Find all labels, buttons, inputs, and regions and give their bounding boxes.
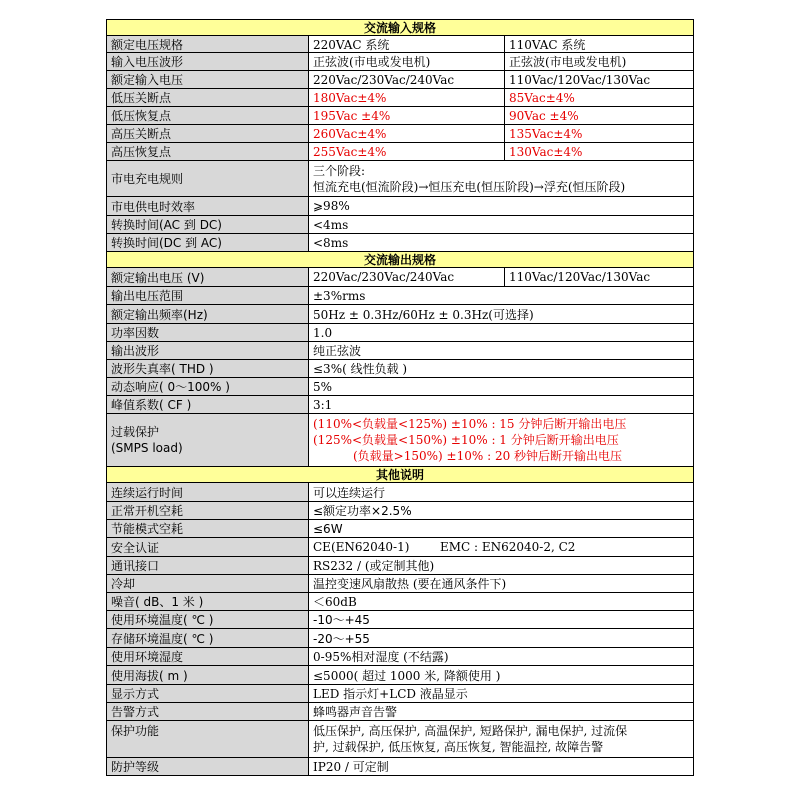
value-110v: 85Vac±4% — [509, 90, 575, 105]
row-value: -20～+55 — [313, 631, 370, 646]
row-label: 保护功能 — [107, 721, 309, 757]
row-label: 低压关断点 — [107, 89, 309, 106]
row-value: ≤5000( 超过 1000 米, 降额使用 ) — [313, 668, 501, 683]
row-value: <4ms — [313, 217, 349, 232]
row-label: 节能模式空耗 — [107, 520, 309, 537]
table-row — [106, 125, 694, 143]
spec-table — [106, 20, 694, 776]
row-label: 使用环境湿度 — [107, 648, 309, 665]
table-row — [106, 53, 694, 71]
value-220v: 正弦波(市电或发电机) — [309, 53, 505, 70]
table-row — [106, 414, 694, 467]
row-label: 功率因数 — [107, 324, 309, 341]
table-row — [106, 483, 694, 502]
table-row — [106, 721, 694, 758]
row-label: 安全认证 — [107, 538, 309, 556]
row-label: 峰值系数( CF ) — [107, 396, 309, 413]
row-label: 使用海拔( m ) — [107, 666, 309, 684]
overload-line: (110%<负载量<125%) ±10% : 15 分钟后断开输出电压 — [313, 417, 627, 431]
table-row — [106, 758, 694, 776]
section-header-other: 其他说明 — [106, 466, 694, 483]
row-value: RS232 / (或定制其他) — [313, 559, 435, 573]
row-value: ⩾98% — [313, 199, 350, 213]
row-label: 额定输入电压 — [107, 71, 309, 88]
row-value: ±3%rms — [313, 288, 366, 303]
row-value: LED 指示灯+LCD 液晶显示 — [313, 687, 468, 701]
table-row — [106, 648, 694, 666]
value-220v: 195Vac ±4% — [309, 107, 505, 124]
row-label: 额定输出电压 (V) — [107, 268, 309, 286]
row-label: 冷却 — [107, 575, 309, 592]
row-value: ≤3%( 线性负载 ) — [313, 362, 408, 376]
value-110v: 110Vac/120Vac/130Vac — [509, 270, 651, 284]
table-row — [106, 629, 694, 648]
table-row — [106, 143, 694, 161]
row-value: 可以连续运行 — [313, 485, 386, 500]
row-label: 通讯接口 — [107, 557, 309, 574]
table-row — [106, 342, 694, 360]
row-label: 使用环境温度( ℃ ) — [107, 611, 309, 628]
table-row — [106, 378, 694, 396]
value-110v: 110VAC 系统 — [509, 37, 586, 52]
table-row — [106, 538, 694, 557]
row-value: 1.0 — [313, 325, 333, 340]
row-value: 纯正弦波 — [313, 344, 362, 358]
table-row — [106, 575, 694, 593]
row-value: ≤6W — [313, 521, 343, 536]
row-label: 存储环境温度( ℃ ) — [107, 629, 309, 647]
table-row — [106, 685, 694, 703]
row-label: 低压恢复点 — [107, 107, 309, 124]
row-value: ＜60dB — [313, 595, 357, 609]
table-row — [106, 234, 694, 252]
table-row — [106, 197, 694, 216]
value-220v: 180Vac±4% — [309, 89, 505, 106]
value-110v: 130Vac±4% — [509, 144, 583, 159]
overload-line: (负载量>150%) ±10% : 20 秒钟后断开输出电压 — [353, 449, 623, 463]
row-value: 50Hz ± 0.3Hz/60Hz ± 0.3Hz(可选择) — [313, 307, 534, 322]
row-label: 市电充电规则 — [107, 161, 309, 196]
row-label: 输出电压范围 — [107, 287, 309, 304]
row-label: 转换时间(AC 到 DC) — [107, 216, 309, 233]
table-row — [106, 666, 694, 685]
row-label: 连续运行时间 — [107, 483, 309, 501]
row-label: 高压恢复点 — [107, 143, 309, 160]
table-row — [106, 360, 694, 378]
table-row — [106, 161, 694, 197]
charge-rule-line: 三个阶段: — [313, 163, 366, 178]
table-row — [106, 557, 694, 575]
row-value: CE(EN62040-1) EMC : EN62040-2, C2 — [313, 540, 576, 554]
row-label: 波形失真率( THD ) — [107, 360, 309, 377]
row-value: 温控变速风扇散热 (要在通风条件下) — [313, 577, 507, 591]
row-label: 输出波形 — [107, 342, 309, 359]
row-value: ≤额定功率×2.5% — [313, 504, 412, 518]
value-220v: 220VAC 系统 — [309, 36, 505, 52]
table-row — [106, 305, 694, 324]
section-header-ac-output: 交流输出规格 — [106, 251, 694, 268]
value-220v: 220Vac/230Vac/240Vac — [309, 268, 505, 286]
table-row — [106, 611, 694, 629]
table-row — [106, 107, 694, 125]
row-label: 防护等级 — [107, 758, 309, 775]
row-label: 额定电压规格 — [107, 36, 309, 52]
row-label-sub: (SMPS load) — [111, 441, 183, 455]
value-110v: 90Vac ±4% — [509, 108, 579, 123]
row-label: 动态响应( 0～100% ) — [107, 378, 309, 395]
row-label: 输入电压波形 — [107, 53, 309, 70]
row-label: 市电供电时效率 — [107, 197, 309, 215]
value-110v: 正弦波(市电或发电机) — [509, 55, 627, 69]
value-110v: 135Vac±4% — [509, 126, 583, 141]
row-label: 转换时间(DC 到 AC) — [107, 234, 309, 251]
section-header-ac-input: 交流输入规格 — [106, 19, 694, 36]
value-220v: 260Vac±4% — [309, 125, 505, 142]
table-row — [106, 703, 694, 721]
row-label: 噪音( dB、1 米 ) — [107, 593, 309, 610]
row-label: 过载保护 — [111, 425, 160, 439]
protection-line: 低压保护, 高压保护, 高温保护, 短路保护, 漏电保护, 过流保 — [313, 724, 628, 738]
table-row — [106, 268, 694, 287]
row-value: <8ms — [313, 235, 349, 250]
row-label: 显示方式 — [107, 685, 309, 702]
row-label: 高压关断点 — [107, 125, 309, 142]
table-row — [106, 89, 694, 107]
row-label: 正常开机空耗 — [107, 502, 309, 519]
protection-line: 护, 过载保护, 低压恢复, 高压恢复, 智能温控, 故障告警 — [313, 740, 604, 754]
table-row — [106, 71, 694, 89]
overload-line: (125%<负载量<150%) ±10% : 1 分钟后断开输出电压 — [313, 433, 619, 447]
row-value: 蜂鸣器声音告警 — [313, 705, 398, 719]
table-row — [106, 396, 694, 414]
row-value: 3:1 — [313, 397, 333, 412]
value-220v: 255Vac±4% — [309, 143, 505, 160]
charge-rule-line: 恒流充电(恒流阶段)→恒压充电(恒压阶段)→浮充(恒压阶段) — [313, 179, 626, 194]
row-value: 5% — [313, 379, 333, 394]
table-row — [106, 593, 694, 611]
table-row — [106, 287, 694, 305]
row-value: 0-95%相对湿度 (不结露) — [313, 650, 449, 664]
row-value: -10～+45 — [313, 613, 370, 627]
table-row — [106, 520, 694, 538]
table-row — [106, 324, 694, 342]
row-value: IP20 / 可定制 — [313, 760, 389, 774]
table-row — [106, 36, 694, 53]
row-label: 额定输出频率(Hz) — [107, 305, 309, 323]
table-row — [106, 502, 694, 520]
value-220v: 220Vac/230Vac/240Vac — [309, 71, 505, 88]
value-110v: 110Vac/120Vac/130Vac — [509, 72, 651, 87]
row-label: 告警方式 — [107, 703, 309, 720]
table-row — [106, 216, 694, 234]
